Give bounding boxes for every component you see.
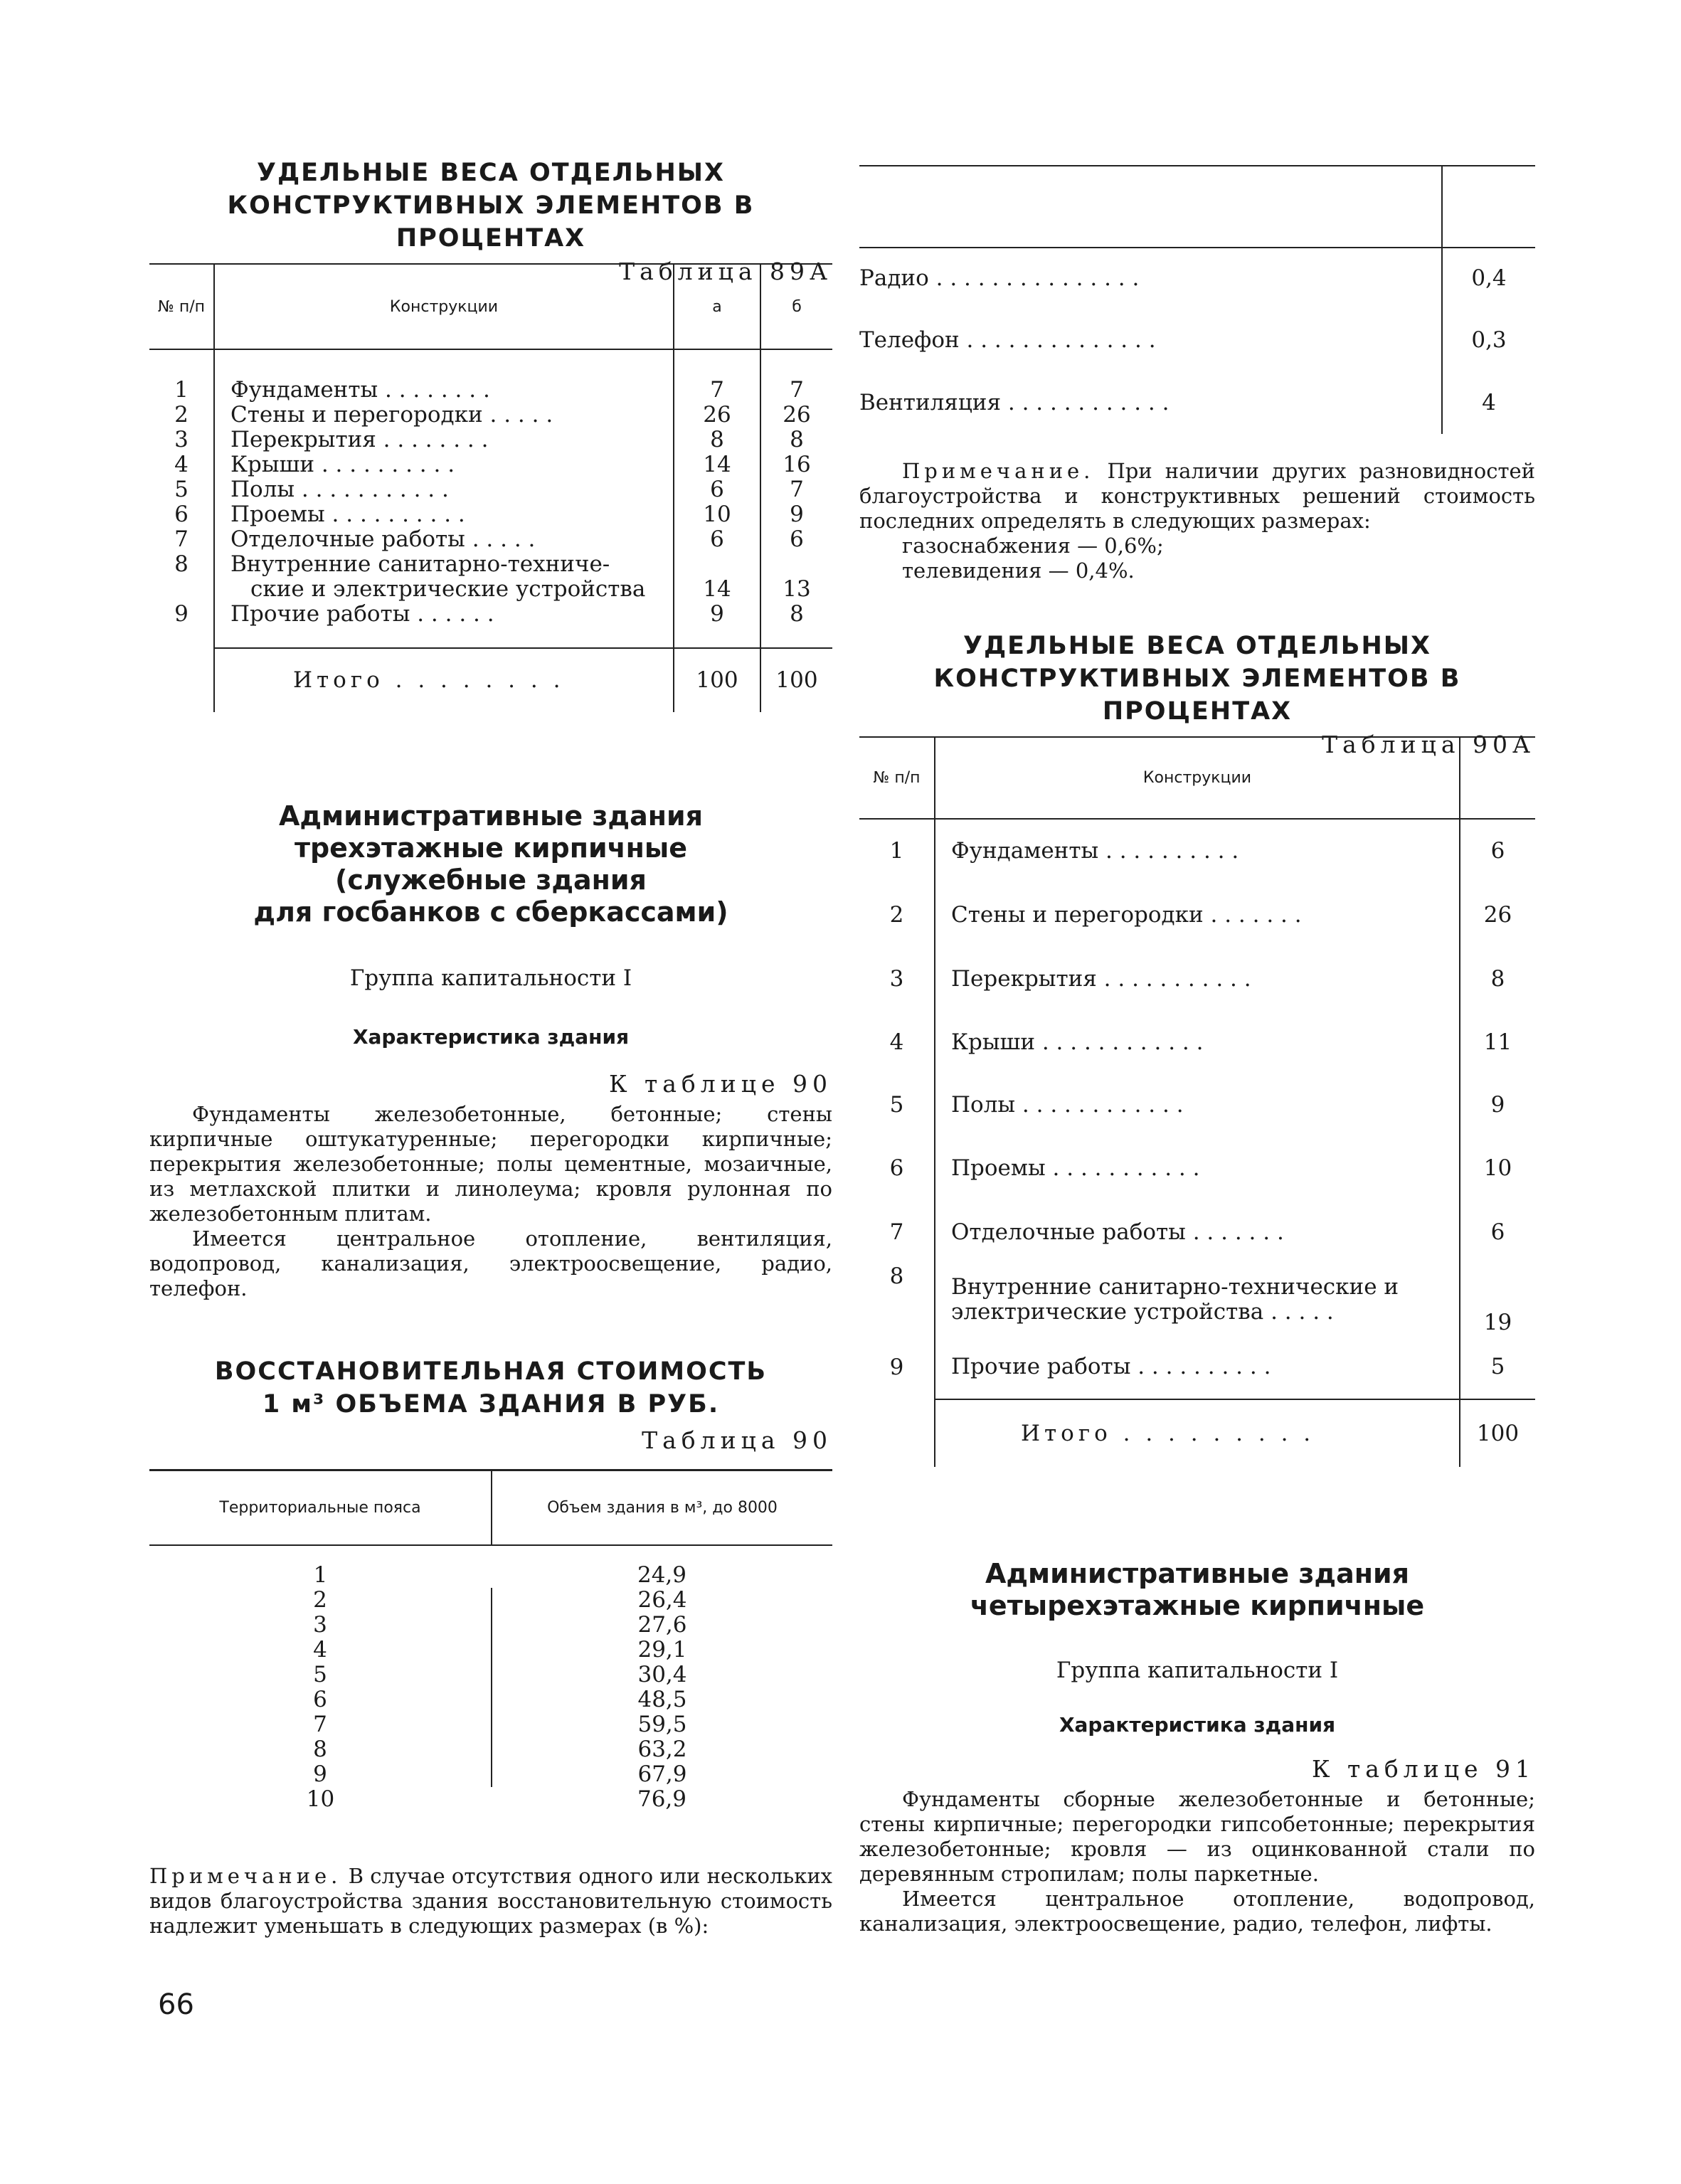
table-90-title — [149, 1355, 832, 1454]
row-value: 6 — [1460, 819, 1535, 883]
table-row — [149, 502, 832, 527]
row-name: Перекрытия . . . . . . . . — [214, 428, 674, 452]
row-name: Внутренние санитарно-техниче- — [214, 552, 674, 577]
table-89a-label: Таблица 89А — [619, 258, 832, 285]
right-note-tv: телевидения — 0,4%. — [902, 558, 1135, 583]
right-note-label: Примечание. — [902, 459, 1095, 483]
row-no: 7 — [889, 1219, 904, 1245]
row-value: 26 — [1460, 883, 1535, 947]
row-a: 26 — [674, 403, 760, 428]
table-90-title-line2: 1 м³ ОБЪЕМА ЗДАНИЯ В РУБ. — [262, 1390, 720, 1419]
row-name: Прочие работы . . . . . . . . . . — [935, 1335, 1460, 1399]
table-89a-col-a: а — [674, 264, 760, 349]
row-no: 2 — [174, 402, 189, 428]
row-name: Радио . . . . . . . . . . . . . . . — [859, 265, 1140, 291]
row-name: Прочие работы . . . . . . — [214, 602, 674, 627]
table-row — [859, 947, 1535, 1011]
row-a: 7 — [674, 378, 760, 403]
row-a: 14 — [674, 452, 760, 477]
building-90-ref: К таблице 90 — [608, 1070, 832, 1098]
right-note — [859, 459, 1535, 583]
row-a: 6 — [674, 527, 760, 552]
table-row — [149, 1588, 832, 1613]
table-90a-total-value: 100 — [1460, 1399, 1535, 1467]
left-note-text: В случае отсутствия одного или нескольких видов благоустройства здания восстановительную стоимость надлежит уменьшать в следующих размерах (в %): — [149, 1864, 833, 1938]
table-89a-col-no: № п/п — [157, 297, 206, 316]
row-b: 8 — [760, 602, 832, 627]
row-no: 4 — [174, 452, 189, 477]
table-row — [149, 452, 832, 477]
row-name: Проемы . . . . . . . . . . — [214, 502, 674, 527]
table-90-title-line1: ВОССТАНОВИТЕЛЬНАЯ СТОИМОСТЬ — [214, 1357, 768, 1386]
table-row — [859, 1264, 1535, 1335]
right-note-gas: газоснабжения — 0,6%; — [902, 534, 1164, 558]
table-90a-total-row — [859, 1399, 1535, 1467]
row-name: Вентиляция . . . . . . . . . . . . — [859, 389, 1170, 415]
table-89a-total-row — [149, 648, 832, 712]
table-90a-col-no: № п/п — [873, 769, 921, 787]
building-90-group: Группа капитальности I — [349, 965, 632, 991]
table-90a-label: Таблица 90А — [1322, 731, 1535, 758]
table-row — [859, 371, 1535, 434]
row-zone: 9 — [313, 1761, 327, 1787]
row-no — [149, 577, 214, 602]
building-90-p1: Фундаменты железобетонные, бетонные; стены кирпичные оштукатуренные; перегородки кирпичные; перекрытия железобетонные; полы цементные, мозаичные, из метлахской плитки и линолеума; кровля рулонная по железобетонным плитам. — [149, 1102, 832, 1226]
row-value: 67,9 — [492, 1762, 832, 1787]
table-row — [149, 378, 832, 403]
building-91-group: Группа капитальности I — [1056, 1658, 1339, 1683]
row-name: Фундаменты . . . . . . . . — [214, 378, 674, 403]
row-b: 7 — [760, 378, 832, 403]
building-91-title2: четырехэтажные кирпичные — [970, 1590, 1425, 1621]
row-zone: 8 — [313, 1736, 327, 1762]
row-name: Крыши . . . . . . . . . . . . — [935, 1011, 1460, 1074]
right-note-text: При наличии других разновидностей благоустройства и конструктивных решений стоимость последних определять в следующих размерах: — [859, 459, 1535, 533]
row-value: 8 — [1460, 947, 1535, 1011]
table-row — [149, 1687, 832, 1712]
row-value: 5 — [1460, 1335, 1535, 1399]
row-value: 11 — [1460, 1011, 1535, 1074]
table-row — [859, 1200, 1535, 1264]
row-no: 1 — [889, 838, 904, 864]
row-zone: 6 — [313, 1686, 327, 1712]
table-row — [859, 883, 1535, 947]
row-name: Телефон . . . . . . . . . . . . . . — [859, 327, 1156, 353]
row-a: 8 — [674, 428, 760, 452]
row-b: 26 — [760, 403, 832, 428]
table-89a-title-line2: КОНСТРУКТИВНЫХ ЭЛЕМЕНТОВ В ПРОЦЕНТАХ — [227, 191, 755, 253]
row-no: 7 — [174, 526, 189, 552]
row-value: 6 — [1460, 1200, 1535, 1264]
table-90a-col-name: Конструкции — [935, 737, 1460, 819]
row-name: Полы . . . . . . . . . . . — [214, 477, 674, 502]
row-name: Крыши . . . . . . . . . . — [214, 452, 674, 477]
row-a: 6 — [674, 477, 760, 502]
row-no: 5 — [174, 477, 189, 502]
table-89a-title-line1: УДЕЛЬНЫЕ ВЕСА ОТДЕЛЬНЫХ — [256, 159, 725, 187]
row-value: 0,4 — [1442, 248, 1535, 309]
table-row — [149, 428, 832, 452]
table-row — [859, 1335, 1535, 1399]
table-90a-title-line2: КОНСТРУКТИВНЫХ ЭЛЕМЕНТОВ В ПРОЦЕНТАХ — [933, 664, 1461, 726]
row-no: 8 — [174, 551, 189, 577]
table-row — [149, 602, 832, 627]
table-row — [859, 309, 1535, 371]
table-89a-total-b: 100 — [760, 648, 832, 712]
row-name: Отделочные работы . . . . . — [214, 527, 674, 552]
table-row — [149, 1638, 832, 1663]
building-90-section — [149, 800, 832, 1301]
row-name: Стены и перегородки . . . . . . . — [935, 883, 1460, 947]
row-a: 14 — [674, 577, 760, 602]
row-value: 48,5 — [492, 1687, 832, 1712]
building-90-title2: трехэтажные кирпичные — [294, 832, 688, 864]
row-value: 26,4 — [492, 1588, 832, 1613]
row-value: 76,9 — [637, 1786, 687, 1812]
table-row — [149, 1787, 832, 1812]
row-a — [674, 552, 760, 577]
row-no: 8 — [889, 1263, 904, 1289]
building-91-title1: Административные здания — [985, 1558, 1410, 1589]
row-value: 24,9 — [637, 1562, 687, 1588]
row-no: 4 — [889, 1029, 904, 1055]
table-89a-total-a: 100 — [674, 648, 760, 712]
row-no: 9 — [889, 1354, 904, 1380]
row-name: Перекрытия . . . . . . . . . . . — [935, 947, 1460, 1011]
table-row — [859, 248, 1535, 309]
table-row — [859, 1136, 1535, 1200]
row-value: 27,6 — [492, 1613, 832, 1638]
table-90a-title-line1: УДЕЛЬНЫЕ ВЕСА ОТДЕЛЬНЫХ — [963, 632, 1431, 660]
building-90-char-heading: Характеристика здания — [352, 1025, 630, 1049]
table-row — [859, 819, 1535, 883]
row-zone: 3 — [313, 1611, 327, 1638]
building-90-title4: для госбанков с сберкассами) — [253, 896, 728, 928]
building-90-title3: (служебные здания — [335, 864, 647, 896]
table-row — [149, 1762, 832, 1787]
row-value: 4 — [1442, 371, 1535, 434]
row-value: 0,3 — [1442, 309, 1535, 371]
left-note — [149, 1864, 832, 1939]
row-value: 10 — [1460, 1136, 1535, 1200]
building-91-p2: Имеется центральное отопление, водопровод, канализация, электроосвещение, радио, телефон, лифты. — [859, 1887, 1535, 1936]
building-91-ref: К таблице 91 — [1311, 1755, 1535, 1783]
table-row — [149, 1663, 832, 1687]
row-no: 3 — [889, 965, 904, 992]
row-value: 59,5 — [492, 1712, 832, 1737]
table-row — [149, 403, 832, 428]
row-a: 9 — [674, 602, 760, 627]
row-zone: 5 — [313, 1661, 327, 1687]
row-no: 2 — [889, 901, 904, 928]
table-row — [149, 1737, 832, 1762]
row-zone: 4 — [313, 1636, 327, 1663]
building-91-p1: Фундаменты сборные железобетонные и бетонные; стены кирпичные; перегородки гипсобетонные; перекрытия железобетонные; кровля — из оцинкованной стали по деревянным стропилам; полы паркетные. — [859, 1787, 1535, 1886]
row-b: 16 — [760, 452, 832, 477]
row-no: 6 — [889, 1155, 904, 1181]
row-b — [760, 552, 832, 577]
row-no: 3 — [174, 427, 189, 452]
table-90a-total-label: Итого . . . . . . . . . — [935, 1399, 1460, 1467]
row-b: 6 — [760, 527, 832, 552]
table-90a — [859, 736, 1535, 1467]
row-name: Стены и перегородки . . . . . — [214, 403, 674, 428]
table-90-col-zone: Территориальные пояса — [219, 1498, 421, 1517]
table-89a-total-label: Итого . . . . . . . . — [214, 648, 674, 712]
row-zone: 1 — [313, 1562, 328, 1588]
row-name: ские и электрические устройства — [214, 577, 674, 602]
table-row — [149, 1712, 832, 1737]
row-b: 9 — [760, 502, 832, 527]
table-row — [149, 527, 832, 552]
row-name: Отделочные работы . . . . . . . — [935, 1200, 1460, 1264]
row-name: Проемы . . . . . . . . . . . — [935, 1136, 1460, 1200]
table-row — [149, 1563, 832, 1588]
table-row — [149, 552, 832, 577]
left-note-label: Примечание. — [149, 1864, 342, 1888]
building-91-char-heading: Характеристика здания — [1059, 1713, 1336, 1737]
table-90-col-volume: Объем здания в м³, до 8000 — [492, 1470, 832, 1545]
row-zone: 10 — [306, 1786, 335, 1812]
table-89a-col-b: б — [760, 264, 832, 349]
row-value: 30,4 — [492, 1663, 832, 1687]
table-row — [149, 1613, 832, 1638]
row-name: Полы . . . . . . . . . . . . — [935, 1074, 1460, 1136]
continuation-table — [859, 165, 1535, 434]
table-90 — [149, 1469, 832, 1812]
row-zone: 7 — [313, 1711, 327, 1737]
row-value: 63,2 — [492, 1737, 832, 1762]
page-number: 66 — [158, 1988, 194, 2021]
row-no: 9 — [174, 601, 189, 627]
table-row — [149, 477, 832, 502]
row-value: 29,1 — [492, 1638, 832, 1663]
building-90-title1: Административные здания — [278, 800, 704, 832]
row-a: 10 — [674, 502, 760, 527]
building-91-section — [859, 1558, 1535, 1936]
row-no: 1 — [174, 377, 189, 403]
row-name: Внутренние санитарно-технические и электрические устройства . . . . . — [935, 1264, 1460, 1335]
row-b: 13 — [760, 577, 832, 602]
table-90-label: Таблица 90 — [642, 1426, 832, 1454]
table-89a — [149, 263, 832, 712]
table-row — [859, 1074, 1535, 1136]
row-no: 6 — [174, 502, 189, 527]
table-row — [149, 577, 832, 602]
row-b: 8 — [760, 428, 832, 452]
table-row — [859, 1011, 1535, 1074]
row-value: 9 — [1460, 1074, 1535, 1136]
row-value: 19 — [1460, 1264, 1535, 1335]
building-90-p2: Имеется центральное отопление, вентиляция, водопровод, канализация, электроосвещение, радио, телефон. — [149, 1226, 832, 1300]
row-zone: 2 — [313, 1586, 327, 1613]
table-89a-col-name: Конструкции — [214, 264, 674, 349]
row-name: Фундаменты . . . . . . . . . . — [935, 819, 1460, 883]
row-b: 7 — [760, 477, 832, 502]
row-no: 5 — [889, 1091, 904, 1118]
